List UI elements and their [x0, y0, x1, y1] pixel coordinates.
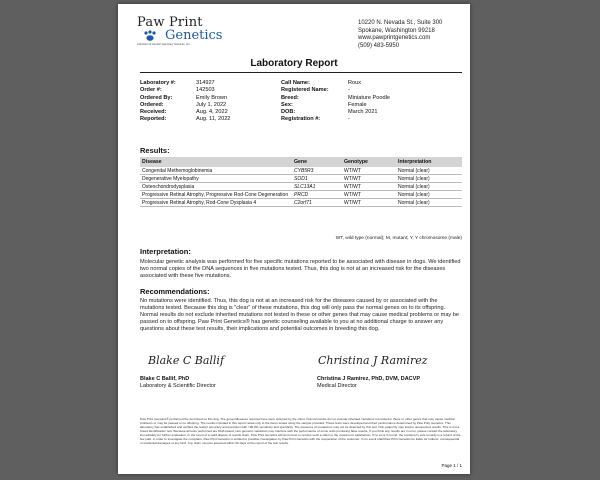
lab-address: [358, 20, 442, 50]
interpretation-heading: Interpretation:: [140, 247, 191, 256]
address-line: 10220 N. Nevada St., Suite 300: [358, 20, 443, 26]
table-row: [140, 191, 462, 199]
table-row: [140, 183, 462, 191]
table-row: [140, 175, 462, 183]
results-header-row: [140, 157, 462, 167]
info-value: Aug. 11, 2022: [196, 116, 231, 123]
info-value: -: [348, 87, 350, 94]
column-header: Interpretation: [396, 157, 462, 167]
results-table: [140, 157, 462, 207]
info-value: Miniature Poodle: [348, 94, 390, 101]
order-info-values: [196, 80, 276, 124]
signatory-name: Blake C Ballif, PhD: [140, 376, 190, 382]
signatory-name: Christina J Ramirez, PhD, DVM, DACVP: [317, 376, 420, 382]
gene-cell: CYB5R3: [292, 167, 342, 175]
genotype-cell: WT/WT: [342, 191, 396, 199]
signatory-title: Laboratory & Scientific Director: [140, 382, 216, 389]
interpretation-cell: Normal (clear): [396, 175, 462, 183]
gene-cell: SLC13A1: [292, 183, 342, 191]
info-value: March 2021: [348, 109, 378, 116]
info-label: Call Name:: [281, 80, 310, 86]
disease-cell: Progressive Retinal Atrophy, Progressive Rod-Cone Degeneration: [140, 191, 292, 199]
disease-cell: Congenital Methemoglobinemia: [140, 167, 292, 175]
interpretation-cell: Normal (clear): [396, 199, 462, 207]
info-value: Female: [348, 101, 367, 108]
address-line: Spokane, Washington 99218: [358, 27, 435, 34]
info-value: Roux: [348, 80, 362, 86]
info-value: 142503: [196, 87, 215, 94]
info-label: Ordered By:: [140, 94, 173, 101]
report-title: Laboratory Report: [250, 58, 338, 69]
results-heading: Results:: [140, 146, 170, 155]
signature-blake-ballif: Blake C Ballif: [148, 354, 225, 367]
disease-cell: Osteochondrodysplasia: [140, 183, 292, 191]
info-value: July 1, 2022: [196, 101, 227, 108]
signatory-title: Medical Director: [317, 382, 357, 389]
phone-number: (509) 483-5950: [358, 42, 400, 49]
report-page: [118, 4, 470, 474]
signature-christina-ramirez: Christina J Ramirez: [318, 354, 428, 367]
info-value: 314927: [196, 80, 215, 86]
signatory-right: [317, 376, 420, 389]
column-header: Disease: [140, 157, 292, 167]
page-number: Page 1 / 1: [441, 463, 462, 468]
dog-info-values: [348, 80, 448, 124]
recommendations-text: No mutations were identified. Thus, this dog is not at an increased risk for the diseases caused by or associated with the mutations tested. Because this dog is "clear" of these mutations, this dog will only pass the normal genes on to its offspring. Normal results do not exclude inherited mutations not tested in these or other genes that may cause medical problems or may be passed on to offspring. Paw Print Genetics® has genetic counseling available to you at no additional charge to answer any questions about these test results, their implications and potential outcomes in breeding this dog.: [140, 298, 460, 332]
logo-subtitle: A Division of Genetic Veterinary Sciences, Inc.: [137, 43, 191, 46]
info-label: Order #:: [140, 87, 162, 94]
paw-icon: [141, 30, 161, 42]
genotype-legend: WT, wild type (normal); M, mutant; Y, Y chromosome (male): [335, 236, 462, 241]
info-label: DOB:: [281, 109, 296, 116]
info-label: Sex:: [281, 101, 293, 108]
table-row: [140, 199, 462, 207]
recommendations-heading: Recommendations:: [140, 287, 210, 296]
column-header: Genotype: [342, 157, 396, 167]
gene-cell: C2orf71: [292, 199, 342, 207]
info-label: Registration #:: [281, 116, 321, 123]
title-divider: [140, 72, 462, 73]
info-label: Breed:: [281, 94, 299, 101]
genotype-cell: WT/WT: [342, 199, 396, 207]
interpretation-cell: Normal (clear): [396, 191, 462, 199]
genotype-cell: WT/WT: [342, 167, 396, 175]
info-label: Laboratory #:: [140, 80, 176, 86]
gene-cell: SOD1: [292, 175, 342, 183]
info-value: Emily Brown: [196, 94, 228, 101]
info-label: Ordered:: [140, 101, 164, 108]
genotype-cell: WT/WT: [342, 183, 396, 191]
signatory-left: [140, 376, 216, 389]
info-value: Aug. 4, 2022: [196, 109, 228, 116]
website-link[interactable]: www.pawprintgenetics.com: [358, 35, 431, 41]
info-label: Reported:: [140, 116, 167, 123]
order-info-labels: [140, 80, 196, 124]
disease-cell: Progressive Retinal Atrophy, Rod-Cone Dysplasia 4: [140, 199, 292, 207]
interpretation-cell: Normal (clear): [396, 167, 462, 175]
gene-cell: PRCD: [292, 191, 342, 199]
info-value: -: [348, 116, 350, 123]
logo-text-top: Paw Print: [137, 15, 203, 30]
info-label: Received:: [140, 109, 167, 116]
table-row: [140, 167, 462, 175]
interpretation-text: Molecular genetic analysis was performed for five specific mutations reported to be associated with disease in dogs. We identified two normal copies of the DNA sequences in five mutations tested. Thus, this dog is not at an increased risk for the diseases associated with these five mutations.: [140, 259, 461, 279]
disease-cell: Degenerative Myelopathy: [140, 175, 292, 183]
genotype-cell: WT/WT: [342, 175, 396, 183]
logo-text-bottom: Genetics: [165, 28, 223, 43]
paw-print-genetics-logo: [137, 16, 229, 46]
dog-info-labels: [281, 80, 345, 124]
disclaimer-text: Paw Print Genetics® performed the test listed on this dog. The genes/diseases reported here were selected by the client. Normal results do not exclude inherited mutations not tested in these or other genes that may cause medical problems or may be passed on to offspring. The results included in this report relate only to the items tested using the sample provided. These tests were developed and their performance determined by Paw Print Genetics. This laboratory has established and verified the test(s)' accuracy and precision with >99.9% sensitivity and specificity. The presence of mosaicism may not be detected by this test. Non-paternity may lead to unexpected results. This is not a breed identification test. Because all tests performed are DNA based, rare genomic variations may interfere with the performance of some tests producing false results. If you think any results are in error, please contact the laboratory immediately for further evaluation. In the event of a valid dispute of results claim, Paw Print Genetics will do its best to resolve such a claim to the customer's satisfaction. If no error is found, the customer's sole remedy is a refund of the fee paid. In order to investigate the complaint, Paw Print Genetics is entitled to possible investigation by Paw Print Genetics with the cooperation of the customer. In no event shall Paw Print Genetics be liable for indirect, consequential or incidental damages of any kind. Any claim must be asserted within 60 days of the report of the test results.: [140, 417, 461, 445]
info-label: Registered Name:: [281, 87, 329, 94]
column-header: Gene: [292, 157, 342, 167]
interpretation-cell: Normal (clear): [396, 183, 462, 191]
